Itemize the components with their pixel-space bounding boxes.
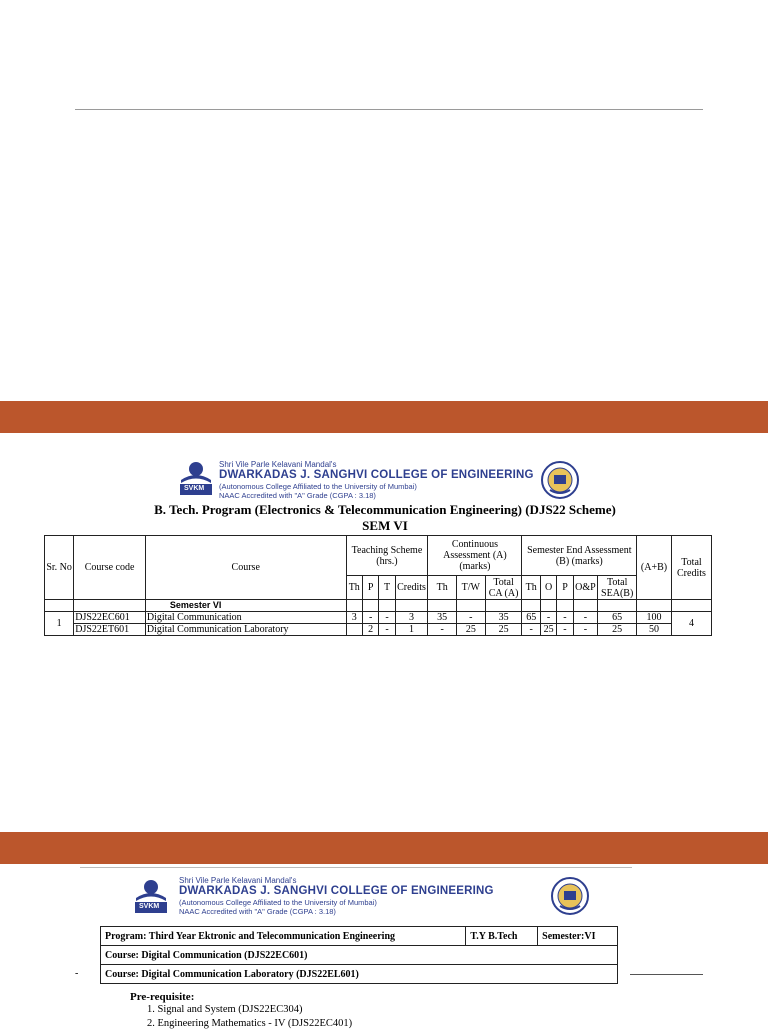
college-name: DWARKADAS J. SANGHVI COLLEGE OF ENGINEERING — [219, 469, 534, 481]
svkm-logo-icon — [130, 876, 172, 914]
subheader-ca-th: Th — [428, 576, 457, 600]
total-credits-cell: 4 — [671, 612, 711, 636]
p-cell: 2 — [362, 624, 378, 636]
header-a-plus-b: (A+B) — [637, 536, 672, 600]
logo-text: SVKM — [184, 485, 205, 492]
section-band — [0, 401, 768, 433]
program-cell: Program: Third Year Ektronic and Telecommunication Engineering — [101, 927, 466, 946]
course-code-cell: DJS22EC601 — [74, 612, 146, 624]
ab-cell: 100 — [637, 612, 672, 624]
header-course-code: Course code — [74, 536, 146, 600]
footer-rule — [630, 974, 703, 975]
ca-total-cell: 35 — [485, 612, 522, 624]
top-divider — [75, 109, 703, 110]
affiliation-text: (Autonomous College Affiliated to the University of Mumbai) — [219, 482, 417, 491]
sr-cell: 1 — [45, 612, 74, 636]
ca-total-cell: 25 — [485, 624, 522, 636]
course-cell: Digital Communication Laboratory — [145, 624, 346, 636]
svkm-logo-icon — [175, 458, 217, 496]
accreditation-text: NAAC Accredited with "A" Grade (CGPA : 3.18) — [179, 907, 336, 916]
course-row: Course: Digital Communication Laboratory (DJS22EL601) — [101, 965, 618, 984]
header-sr-no: Sr. No — [45, 536, 74, 600]
subheader-sea-total: Total SEA(B) — [598, 576, 637, 600]
prereq-item: 1. Signal and System (DJS22EC304) — [147, 1004, 303, 1015]
society-name: Shri Vile Parle Kelavani Mandal's — [219, 460, 337, 469]
subheader-ca-tw: T/W — [456, 576, 485, 600]
p-cell: - — [362, 612, 378, 624]
sea-o-cell: - — [540, 612, 556, 624]
college-seal-icon — [550, 876, 590, 916]
subheader-sea-o: O — [540, 576, 556, 600]
ca-tw-cell: - — [456, 612, 485, 624]
subheader-credits: Credits — [395, 576, 428, 600]
ca-th-cell: - — [428, 624, 457, 636]
dash-mark: - — [75, 968, 79, 979]
header-semester-end: Semester End Assessment (B) (marks) — [522, 536, 637, 576]
sea-p-cell: - — [557, 612, 573, 624]
sea-th-cell: - — [522, 624, 540, 636]
credits-cell: 3 — [395, 612, 428, 624]
prereq-item: 2. Engineering Mathematics - IV (DJS22EC401) — [147, 1018, 353, 1029]
subheader-ca-total: Total CA (A) — [485, 576, 522, 600]
ab-cell: 50 — [637, 624, 672, 636]
sea-p-cell: - — [557, 624, 573, 636]
course-cell: Digital Communication — [145, 612, 346, 624]
t-cell: - — [379, 612, 395, 624]
credits-cell: 1 — [395, 624, 428, 636]
th-cell: 3 — [346, 612, 362, 624]
semester-cell: Semester:VI — [538, 927, 618, 946]
subheader-t: T — [379, 576, 395, 600]
affiliation-text: (Autonomous College Affiliated to the University of Mumbai) — [179, 898, 377, 907]
subheader-p: P — [362, 576, 378, 600]
course-row: Course: Digital Communication (DJS22EC601) — [101, 946, 618, 965]
accreditation-text: NAAC Accredited with "A" Grade (CGPA : 3.18) — [219, 491, 376, 500]
sea-total-cell: 25 — [598, 624, 637, 636]
year-cell: T.Y B.Tech — [466, 927, 538, 946]
header-total-credits: Total Credits — [671, 536, 711, 600]
program-title: B. Tech. Program (Electronics & Telecommunication Engineering) (DJS22 Scheme) — [154, 502, 616, 517]
prereq-heading: Pre-requisite: — [130, 991, 195, 1003]
sea-total-cell: 65 — [598, 612, 637, 624]
course-code-cell: DJS22ET601 — [74, 624, 146, 636]
logo-text: SVKM — [139, 903, 160, 910]
header-continuous-assessment: Continuous Assessment (A) (marks) — [428, 536, 522, 576]
ca-th-cell: 35 — [428, 612, 457, 624]
ca-tw-cell: 25 — [456, 624, 485, 636]
subheader-sea-op: O&P — [573, 576, 598, 600]
sea-o-cell: 25 — [540, 624, 556, 636]
table-row — [45, 612, 712, 624]
header-rule — [80, 867, 632, 868]
table-row — [45, 624, 712, 636]
th-cell — [346, 624, 362, 636]
section-label: Semester VI — [145, 600, 346, 612]
subheader-th: Th — [346, 576, 362, 600]
sea-th-cell: 65 — [522, 612, 540, 624]
subheader-sea-th: Th — [522, 576, 540, 600]
society-name: Shri Vile Parle Kelavani Mandal's — [179, 876, 297, 885]
header-course: Course — [145, 536, 346, 600]
scheme-table — [44, 535, 712, 636]
sea-op-cell: - — [573, 624, 598, 636]
sem-title: SEM VI — [362, 518, 408, 533]
college-name: DWARKADAS J. SANGHVI COLLEGE OF ENGINEERING — [179, 885, 494, 897]
section-band — [0, 832, 768, 864]
t-cell: - — [379, 624, 395, 636]
subheader-sea-p: P — [557, 576, 573, 600]
college-seal-icon — [540, 460, 580, 500]
header-teaching-scheme: Teaching Scheme (hrs.) — [346, 536, 428, 576]
sea-op-cell: - — [573, 612, 598, 624]
program-table — [100, 926, 618, 984]
